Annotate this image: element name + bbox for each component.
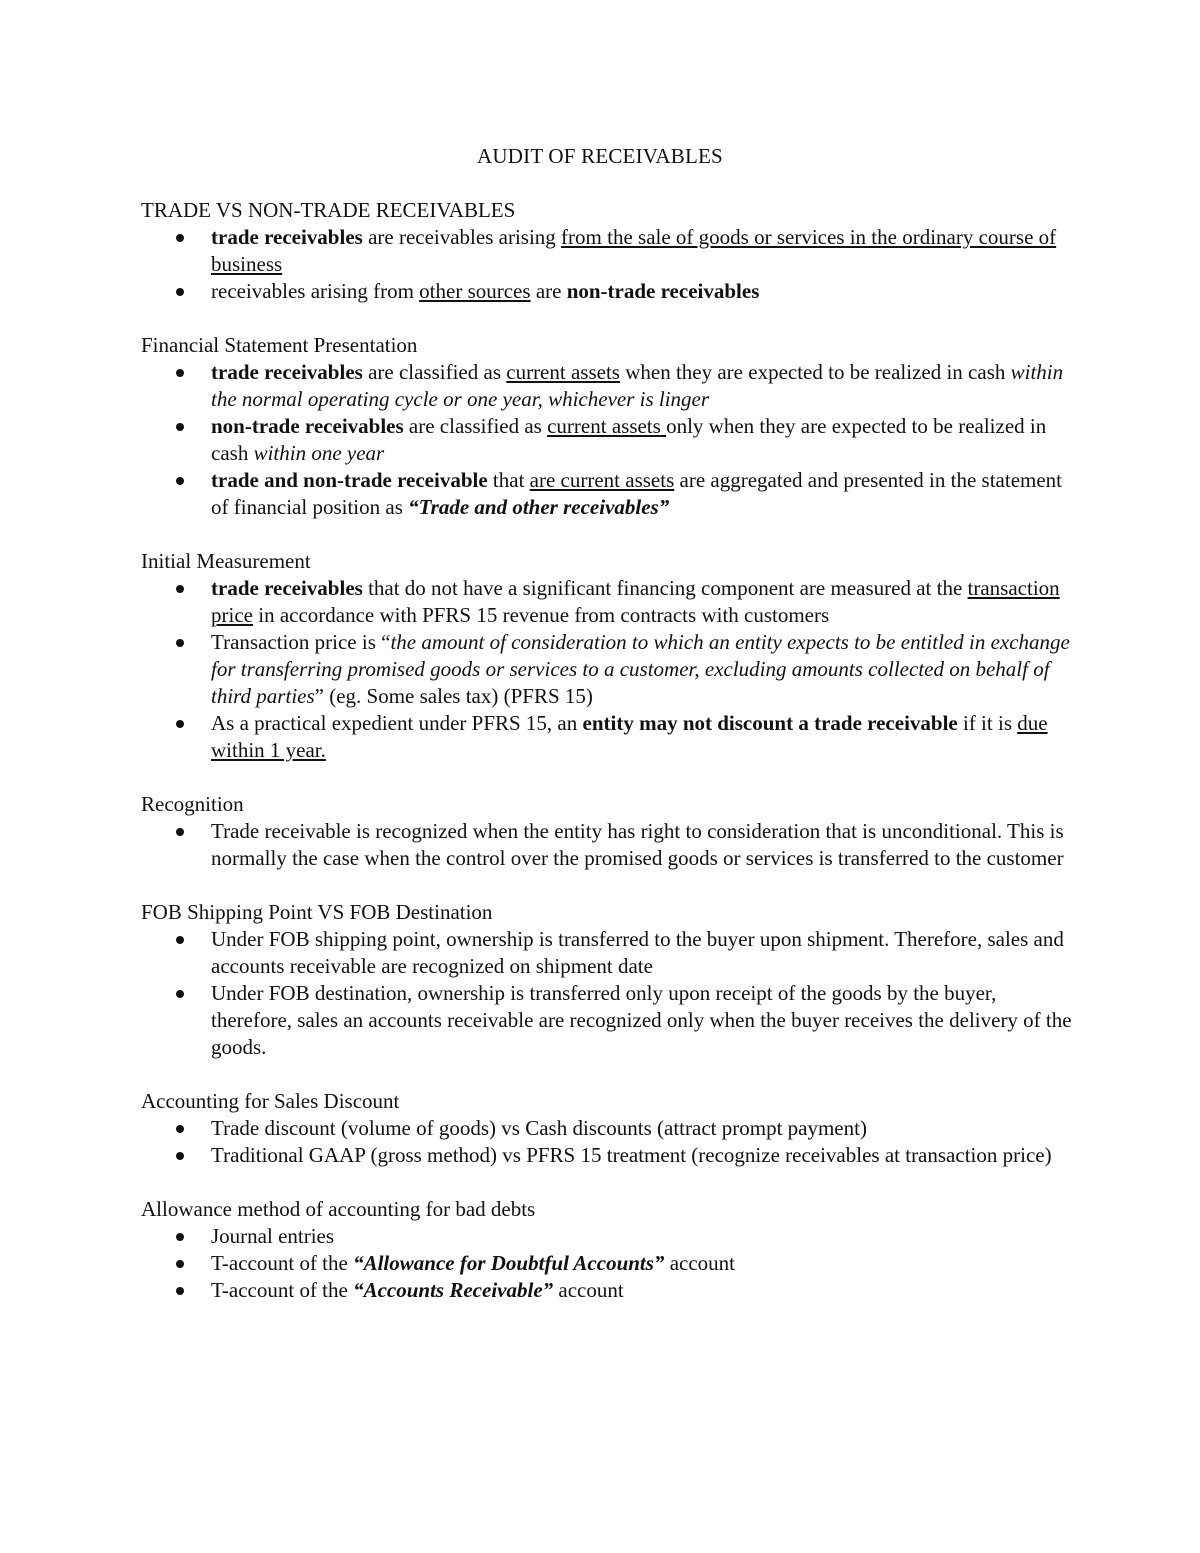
bullet-list (141, 818, 1081, 872)
text-run: are (530, 279, 567, 303)
italic-text: within the normal operating cycle or one year, whichever is linger (211, 360, 1064, 411)
section-initial-measurement (141, 548, 1081, 764)
section-heading: Recognition (141, 792, 244, 816)
section-heading: FOB Shipping Point VS FOB Destination (141, 900, 493, 924)
section-financial-statement-presentation (141, 332, 1081, 521)
list-item (141, 467, 1081, 521)
bold-text: non-trade receivables (211, 414, 404, 438)
underlined-text: current assets (547, 414, 667, 438)
underlined-text: current assets (506, 360, 620, 384)
bullet-list (141, 359, 1081, 521)
underlined-text: other sources (419, 279, 531, 303)
bullet-list (141, 1223, 1081, 1304)
list-item (141, 224, 1081, 278)
bullet-list (141, 575, 1081, 764)
underlined-text: are current assets (529, 468, 675, 492)
bold-text: non-trade receivables (566, 279, 760, 303)
list-item (141, 1277, 1081, 1304)
section-trade-vs-non-trade (141, 197, 1081, 305)
text-run: ” (eg. Some sales tax) (PFRS 15) (314, 684, 593, 708)
section-heading: Initial Measurement (141, 549, 311, 573)
text-run: account (664, 1251, 735, 1275)
text-run: Transaction price is “ (211, 630, 391, 654)
text-run: As a practical expedient under PFRS 15, an (211, 711, 583, 735)
list-item (141, 413, 1081, 467)
italic-text: “Allowance for Doubtful Accounts” (353, 1251, 665, 1275)
italic-text: the amount of consideration to which an entity expects to be entitled in exchange for transferring promised goods or services to a customer, excluding amounts collected on behalf of third parties (211, 630, 1070, 708)
section-heading: TRADE VS NON-TRADE RECEIVABLES (141, 198, 516, 222)
bullet-list (141, 926, 1081, 1061)
text-run: that do not have a significant financing component are measured at the (362, 576, 968, 600)
bullet-list (141, 224, 1081, 305)
text-run: T-account of the (211, 1278, 354, 1302)
page-title: AUDIT OF RECEIVABLES (477, 144, 723, 168)
bold-text: trade receivables (211, 360, 363, 384)
bold-text (408, 495, 669, 519)
list-item: Trade receivable is recognized when the entity has right to consideration that is unconditional. This is normally the case when the control over the promised goods or services is transferred to the customer (141, 818, 1081, 872)
text-run: receivables arising from (211, 279, 420, 303)
text-run: are classified as (403, 414, 548, 438)
bullet-list (141, 1115, 1081, 1169)
list-item (141, 575, 1081, 629)
list-item (141, 359, 1081, 413)
bold-text: trade receivables (211, 576, 363, 600)
underlined-text: transaction price (211, 576, 1060, 627)
italic-text: “Accounts Receivable” (353, 1278, 554, 1302)
bold-text: entity may not discount a trade receivable (582, 711, 958, 735)
list-item: Under FOB destination, ownership is transferred only upon receipt of the goods by the buyer, therefore, sales an accounts receivable are recognized only when the buyer receives the delivery of the goods. (141, 980, 1081, 1061)
text-run: account (553, 1278, 624, 1302)
text-run: are receivables arising (362, 225, 562, 249)
list-item (141, 710, 1081, 764)
section-heading: Financial Statement Presentation (141, 333, 418, 357)
section-recognition (141, 791, 1081, 872)
list-item (141, 278, 1081, 305)
text-run: if it is (957, 711, 1018, 735)
italic-text: “Trade and other receivables” (408, 495, 670, 519)
bold-text (353, 1278, 553, 1302)
italic-text: within one year (253, 441, 385, 465)
list-item: Traditional GAAP (gross method) vs PFRS 15 treatment (recognize receivables at transaction price) (141, 1142, 1081, 1169)
text-run: only when they are expected to be realized in cash (211, 414, 1047, 465)
text-run: in accordance with PFRS 15 revenue from contracts with customers (252, 603, 830, 627)
text-run: are classified as (362, 360, 507, 384)
underlined-text: due within 1 year. (211, 711, 1048, 762)
bold-text: trade and non-trade receivable (211, 468, 488, 492)
section-sales-discount (141, 1088, 1081, 1169)
section-fob (141, 899, 1081, 1061)
section-heading: Allowance method of accounting for bad debts (141, 1197, 536, 1221)
list-item: Under FOB shipping point, ownership is transferred to the buyer upon shipment. Therefore, sales and accounts receivable are recognized on shipment date (141, 926, 1081, 980)
bold-text (353, 1251, 664, 1275)
list-item: Trade discount (volume of goods) vs Cash discounts (attract prompt payment) (141, 1115, 1081, 1142)
text-run: when they are expected to be realized in cash (619, 360, 1011, 384)
list-item (141, 1250, 1081, 1277)
text-run: T-account of the (211, 1251, 354, 1275)
text-run: that (487, 468, 530, 492)
text-run: are aggregated and presented in the statement of financial position as (211, 468, 1063, 519)
document-body (141, 197, 1081, 1331)
underlined-text: from the sale of goods or services in the ordinary course of business (211, 225, 1057, 276)
list-item: Journal entries (141, 1223, 1081, 1250)
bold-text: trade receivables (211, 225, 363, 249)
section-heading: Accounting for Sales Discount (141, 1089, 400, 1113)
list-item (141, 629, 1081, 710)
section-allowance-method (141, 1196, 1081, 1304)
